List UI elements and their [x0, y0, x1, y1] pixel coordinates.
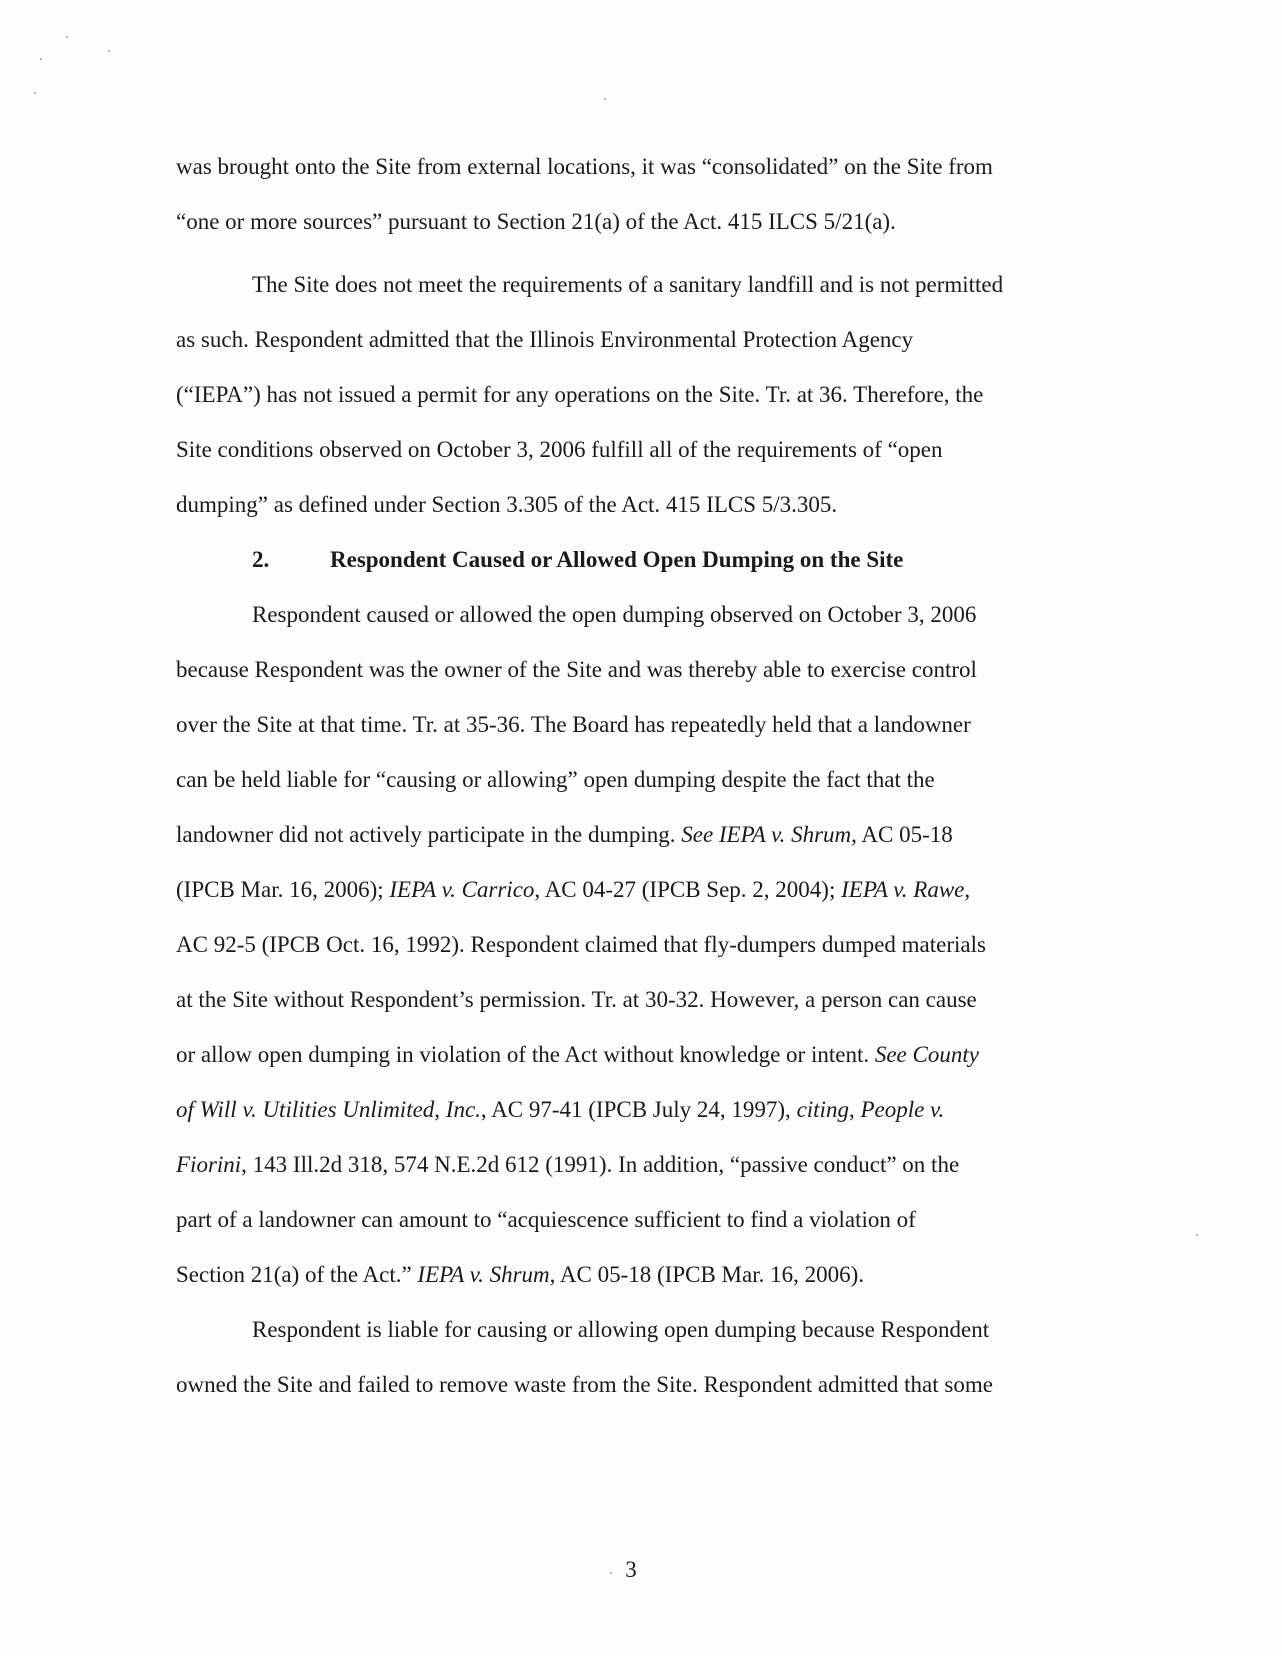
text-segment: (IPCB Mar. 16, 2006); [176, 877, 390, 902]
citation-text: People v. [860, 1097, 945, 1122]
paragraph-first-line [252, 270, 1003, 300]
citation-text: of Will v. Utilities Unlimited, Inc. [176, 1097, 481, 1122]
citation-text: citing [796, 1097, 849, 1122]
text-line [176, 930, 986, 960]
text-line [176, 985, 977, 1015]
text-line [176, 1150, 959, 1180]
text-line [176, 820, 953, 850]
text-line [176, 490, 837, 520]
paragraph-first-line [252, 1315, 989, 1345]
text-segment: over the Site at that time. Tr. at 35-36. The Board has repeatedly held that a landowner [176, 712, 971, 737]
text-segment: , AC 04-27 (IPCB Sep. 2, 2004); [534, 877, 842, 902]
text-segment: , 143 Ill.2d 318, 574 N.E.2d 612 (1991). In addition, “passive conduct” on the [241, 1152, 960, 1177]
text-line [176, 207, 896, 237]
page-number: 3 [625, 1557, 637, 1582]
text-segment: as such. Respondent admitted that the Illinois Environmental Protection Agency [176, 327, 914, 352]
text-line [176, 1095, 944, 1125]
citation-text: IEPA v. Shrum [417, 1262, 550, 1287]
text-segment: dumping” as defined under Section 3.305 of the Act. 415 ILCS 5/3.305. [176, 492, 838, 517]
text-segment: Section 21(a) of the Act.” [176, 1262, 418, 1287]
text-segment: at the Site without Respondent’s permission. Tr. at 30-32. However, a person can cause [176, 987, 977, 1012]
citation-text: See IEPA v. Shrum [681, 822, 852, 847]
text-segment: Respondent caused or allowed the open dumping observed on October 3, 2006 [252, 602, 977, 627]
text-line [176, 152, 993, 182]
section-heading [252, 545, 903, 575]
citation-text: See County [874, 1042, 979, 1067]
text-segment: owned the Site and failed to remove waste from the Site. Respondent admitted that some [176, 1372, 993, 1397]
text-segment: , AC 05-18 [851, 822, 953, 847]
text-segment: part of a landowner can amount to “acquiescence sufficient to find a violation of [176, 1207, 916, 1232]
paragraph-first-line [252, 600, 976, 630]
text-segment: or allow open dumping in violation of the Act without knowledge or intent. [176, 1042, 875, 1067]
text-line [176, 655, 977, 685]
text-line [176, 875, 970, 905]
text-segment: , AC 05-18 (IPCB Mar. 16, 2006). [549, 1262, 865, 1287]
citation-text: IEPA v. Rawe [841, 877, 965, 902]
text-segment: , AC 97-41 (IPCB July 24, 1997), [480, 1097, 797, 1122]
text-segment: landowner did not actively participate in the dumping. [176, 822, 682, 847]
section-number: 2. [252, 547, 270, 572]
text-segment: can be held liable for “causing or allowing” open dumping despite the fact that the [176, 767, 935, 792]
text-segment: , [964, 877, 971, 902]
text-segment: because Respondent was the owner of the Site and was thereby able to exercise control [176, 657, 977, 682]
text-line [176, 1040, 979, 1070]
text-segment: The Site does not meet the requirements of a sanitary landfill and is not permitted [252, 272, 1004, 297]
text-line [176, 1260, 864, 1290]
text-segment: (“IEPA”) has not issued a permit for any operations on the Site. Tr. at 36. Therefore, the [176, 382, 984, 407]
text-segment: , [848, 1097, 861, 1122]
text-line [176, 765, 935, 795]
text-segment: Site conditions observed on October 3, 2006 fulfill all of the requirements of “open [176, 437, 943, 462]
text-line [176, 380, 983, 410]
text-line [176, 325, 913, 355]
citation-text: Fiorini [176, 1152, 242, 1177]
text-segment: was brought onto the Site from external locations, it was “consolidated” on the Site from [176, 154, 993, 179]
text-line [176, 710, 971, 740]
text-line [176, 1370, 993, 1400]
text-line [176, 1205, 916, 1235]
text-segment: AC 92-5 (IPCB Oct. 16, 1992). Respondent claimed that fly-dumpers dumped materials [176, 932, 986, 957]
text-segment: Respondent is liable for causing or allowing open dumping because Respondent [252, 1317, 990, 1342]
citation-text: IEPA v. Carrico [389, 877, 535, 902]
text-segment: “one or more sources” pursuant to Section 21(a) of the Act. 415 ILCS 5/21(a). [176, 209, 896, 234]
text-line [176, 435, 942, 465]
text-segment: Respondent Caused or Allowed Open Dumping on the Site [330, 547, 904, 572]
